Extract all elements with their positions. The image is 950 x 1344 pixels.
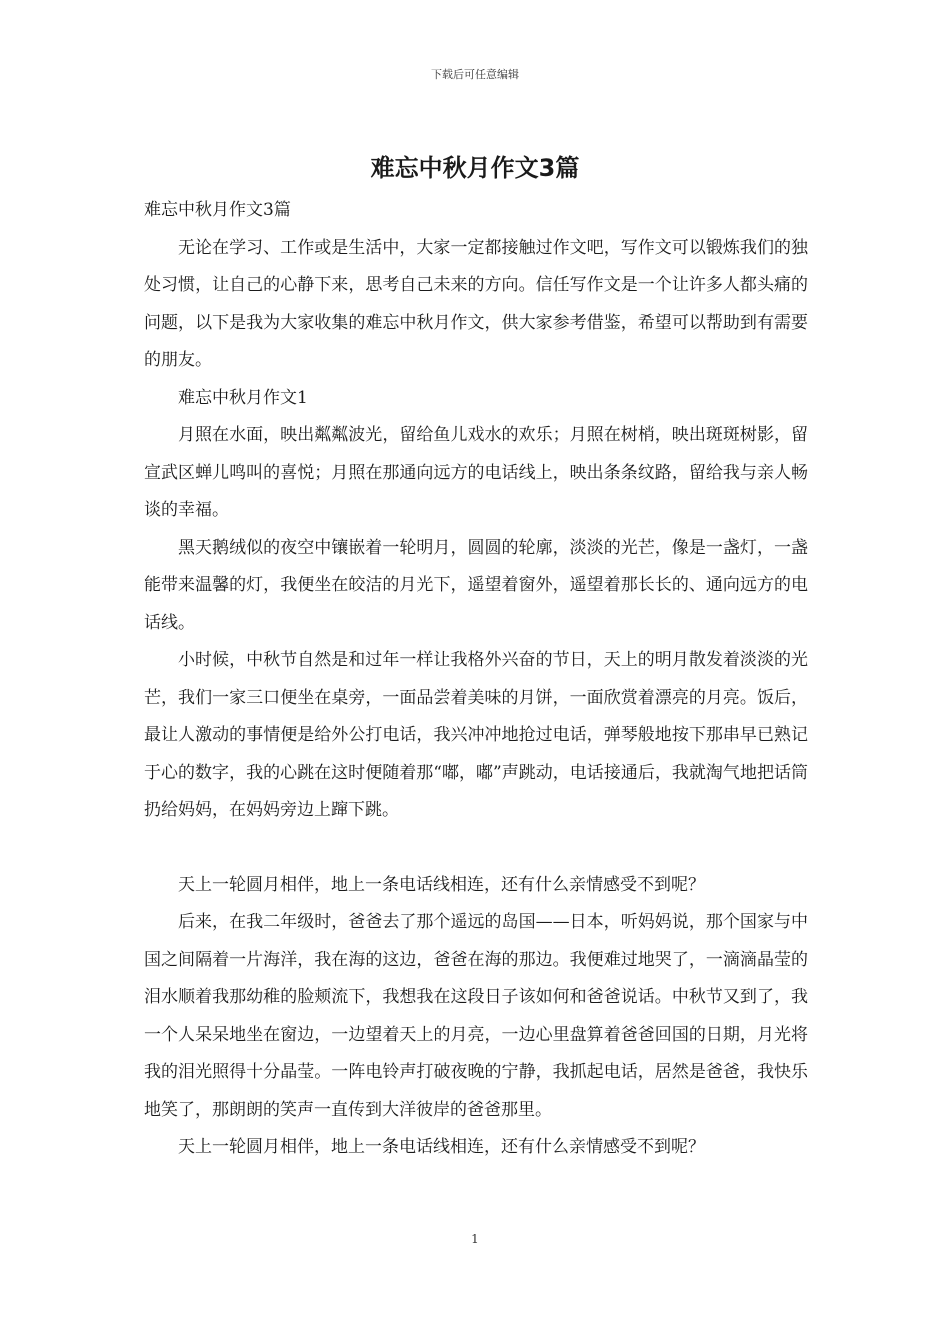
body-paragraph: 黑天鹅绒似的夜空中镶嵌着一轮明月，圆圆的轮廓，淡淡的光芒，像是一盏灯，一盏能带来温馨的灯，我便坐在皎洁的月光下，遥望着窗外，遥望着那长长的、通向远方的电话线。: [144, 537, 808, 633]
body-paragraph: 后来，在我二年级时，爸爸去了那个遥远的岛国——日本，听妈妈说，那个国家与中国之间隔着一片海洋，我在海的这边，爸爸在海的那边。我便难过地哭了，一滴滴晶莹的泪水顺着我那幼稚的脸颊流下，我想我在这段日子该如何和爸爸说话。中秋节又到了，我一个人呆呆地坐在窗边，一边望着天上的月亮，一边心里盘算着爸爸回国的日期，月光将我的泪光照得十分晶莹。一阵电铃声打破夜晚的宁静，我抓起电话，居然是爸爸，我快乐地笑了，那朗朗的笑声一直传到大洋彼岸的爸爸那里。: [144, 912, 808, 1120]
body-paragraph: 天上一轮圆月相伴，地上一条电话线相连，还有什么亲情感受不到呢？: [178, 1137, 705, 1157]
page-header-note: 下载后可任意编辑: [431, 68, 519, 81]
document-body: [144, 192, 808, 1167]
document-subtitle: 难忘中秋月作文3篇: [144, 200, 291, 220]
body-paragraph: 小时候，中秋节自然是和过年一样让我格外兴奋的节日，天上的明月散发着淡淡的光芒，我们一家三口便坐在桌旁，一面品尝着美味的月饼，一面欣赏着漂亮的月亮。饭后，最让人激动的事情便是给外公打电话，我兴冲冲地抢过电话，弹琴般地按下那串早已熟记于心的数字，我的心跳在这时便随着那“嘟，嘟”声跳动，电话接通后，我就淘气地把话筒扔给妈妈，在妈妈旁边上蹿下跳。: [144, 650, 808, 820]
intro-paragraph: 无论在学习、工作或是生活中，大家一定都接触过作文吧，写作文可以锻炼我们的独处习惯，让自己的心静下来，思考自己未来的方向。信任写作文是一个让许多人都头痛的问题，以下是我为大家收集的难忘中秋月作文，供大家参考借鉴，希望可以帮助到有需要的朋友。: [144, 237, 808, 370]
body-paragraph: 天上一轮圆月相伴，地上一条电话线相连，还有什么亲情感受不到呢？: [178, 874, 705, 895]
body-paragraph: 月照在水面，映出粼粼波光，留给鱼儿戏水的欢乐；月照在树梢，映出斑斑树影，留宣武区蝉儿鸣叫的喜悦；月照在那通向远方的电话线上，映出条条纹路，留给我与亲人畅谈的幸福。: [144, 425, 808, 520]
page-number: 1: [471, 1232, 479, 1246]
section-heading: 难忘中秋月作文1: [178, 387, 308, 408]
document-title: 难忘中秋月作文3篇: [370, 154, 580, 182]
